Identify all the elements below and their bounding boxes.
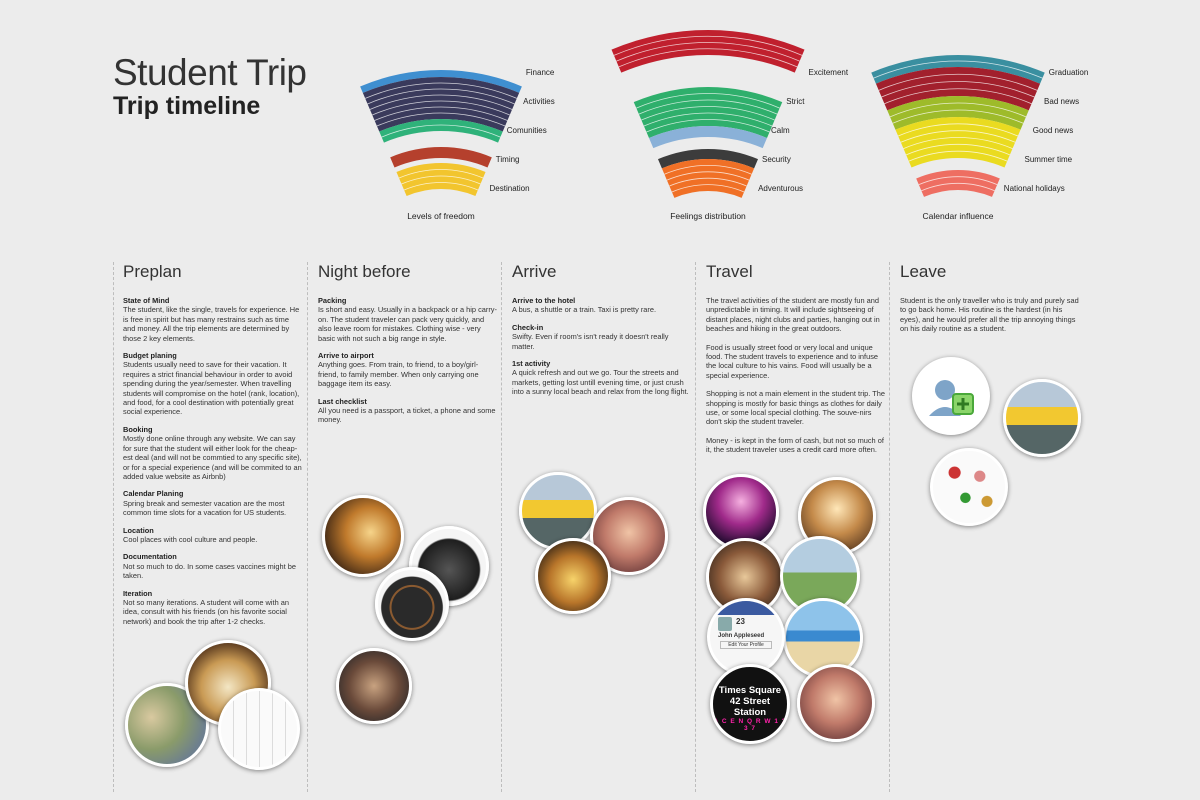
column-heading: Arrive bbox=[512, 262, 557, 281]
fan-label: Calm bbox=[771, 126, 790, 135]
fan-label: Finance bbox=[525, 68, 555, 77]
profile-posts-count: 23 bbox=[736, 617, 745, 626]
section bbox=[318, 296, 498, 343]
column-arrive bbox=[512, 262, 692, 405]
section bbox=[512, 296, 692, 315]
section bbox=[123, 526, 303, 545]
fan-label: Bad news bbox=[1044, 97, 1080, 106]
fan-caption: Calendar influence bbox=[922, 211, 994, 221]
fan-band bbox=[662, 159, 803, 198]
section bbox=[512, 323, 692, 351]
section-title: 1st activity bbox=[512, 359, 551, 369]
section-title: Check-in bbox=[512, 322, 544, 332]
column-heading: Travel bbox=[706, 262, 753, 281]
section bbox=[123, 589, 303, 627]
backpack-photo bbox=[375, 567, 449, 641]
section bbox=[123, 296, 303, 343]
section bbox=[123, 425, 303, 481]
fan-label: Graduation bbox=[1048, 68, 1089, 77]
paragraph: Shopping is not a main element in the student trip. The shopping is mostly for basic things as clothes for daily use, or some local special clothing. The souve-nirs don't skip the student traveler. bbox=[706, 389, 885, 427]
section-body: Cool places with cool culture and people. bbox=[123, 534, 258, 544]
section-body: All you need is a passport, a ticket, a phone and some money. bbox=[318, 406, 496, 425]
couple-photo bbox=[797, 664, 875, 742]
section-body: A quick refresh and out we go. Tour the streets and markets, getting lost untill evening time, or just crush into a sunny local beach and relax from the long flight. bbox=[512, 368, 689, 397]
fan-caption: Levels of freedom bbox=[407, 211, 475, 221]
fan-caption: Feelings distribution bbox=[670, 211, 746, 221]
fan-band bbox=[611, 30, 848, 77]
fan-label: Activities bbox=[523, 97, 555, 106]
section bbox=[123, 489, 303, 517]
subway-lines: A C E N Q R W 1 2 3 7 bbox=[713, 718, 787, 732]
section bbox=[123, 552, 303, 580]
section-body: Not so many iterations. A student will come with an idea, consult with his friends (on his favorite social network) and book the trip after 1-2 checks. bbox=[123, 597, 289, 626]
column-night-before bbox=[318, 262, 498, 433]
column-preplan bbox=[123, 262, 303, 634]
subway-sign-photo bbox=[710, 664, 790, 744]
section-body: Students usually need to save for their vacation. It requires a strict financial behaviour in order to avoid spending during the year/semester. When travelling students will compromise on the hotel (rank, location), and food, for a cool destination with potentially great social experience. bbox=[123, 360, 300, 417]
fan-band-shape bbox=[396, 163, 485, 196]
section bbox=[123, 351, 303, 417]
fan-charts bbox=[0, 0, 1200, 240]
section-body: Is short and easy. Usually in a backpack or a hip carry-on. The student traveler can pack very quickly, and also leave room for mistakes. Clothing wise - very basic with not such a big range in style. bbox=[318, 305, 497, 343]
fan-label: Comunities bbox=[506, 126, 547, 135]
column-heading: Night before bbox=[318, 262, 411, 281]
profile-edit-button: Edit Your Profile bbox=[720, 641, 772, 649]
fan-label: Security bbox=[762, 155, 791, 164]
fan-label: Good news bbox=[1032, 126, 1074, 135]
train-photo bbox=[519, 472, 597, 550]
section-title: Arrive to the hotel bbox=[512, 296, 576, 305]
section-body: Spring break and semester vacation are the most common time slots for a vacation for US students. bbox=[123, 498, 287, 518]
section-body: The student, like the single, travels for experience. He is free in spirit but has many restrains such as time and money. All the trip elements are determined by those 2 key elements. bbox=[123, 305, 300, 343]
friends-beer-photo bbox=[322, 495, 404, 577]
fan-label: Timing bbox=[495, 155, 520, 164]
fan-label: Adventurous bbox=[758, 184, 804, 193]
column-divider bbox=[113, 262, 114, 792]
fan-band-shape bbox=[895, 117, 1020, 167]
section-title: Location bbox=[123, 525, 154, 535]
fan-label: Excitement bbox=[808, 68, 849, 77]
night-market-photo bbox=[535, 538, 611, 614]
fan-label: National holidays bbox=[1003, 184, 1065, 193]
column-travel bbox=[706, 262, 886, 464]
paragraph: Food is usually street food or very local and unique food. The student travels to experience and to infuse the local culture to his vains. Food will usually be a special experience. bbox=[706, 342, 879, 380]
fan-label: Strict bbox=[786, 97, 805, 106]
fan-label: Destination bbox=[489, 184, 530, 193]
column-heading: Leave bbox=[900, 262, 947, 281]
add-friend-photo bbox=[912, 357, 990, 435]
fan-band bbox=[916, 170, 1065, 197]
page-subtitle: Trip timeline bbox=[113, 92, 261, 120]
column-divider bbox=[501, 262, 502, 792]
column-leave bbox=[900, 262, 1080, 343]
section-title: Calendar Planing bbox=[123, 489, 184, 499]
section bbox=[318, 397, 498, 425]
couple-kiss-photo bbox=[336, 648, 412, 724]
section-body: A bus, a shuttle or a train. Taxi is pretty rare. bbox=[512, 305, 657, 315]
section-body: Swifty. Even if room's isn't ready it doesn't really matter. bbox=[512, 332, 669, 351]
profile-name: John Appleseed bbox=[718, 633, 765, 639]
calendar-photo bbox=[218, 688, 300, 770]
station-name-line1: Times Square bbox=[718, 685, 782, 696]
section bbox=[512, 359, 692, 397]
section-body: Not so much to do. In some cases vaccines might be taken. bbox=[123, 561, 296, 581]
station-name-line2: 42 Street Station bbox=[729, 696, 771, 718]
train-photo-2 bbox=[1003, 379, 1081, 457]
fan-chart bbox=[611, 30, 848, 221]
section-title: Budget planing bbox=[123, 351, 177, 361]
fan-band bbox=[396, 163, 529, 196]
souvenirs-photo bbox=[930, 448, 1008, 526]
section-title: Booking bbox=[123, 424, 153, 434]
column-divider bbox=[889, 262, 890, 792]
section-body: Anything goes. From train, to friend, to a boy/girl-friend, to family member. When only carrying one baggage item its easy. bbox=[318, 360, 479, 389]
section-title: Arrive to airport bbox=[318, 351, 374, 361]
add-friend-icon bbox=[915, 360, 987, 432]
section-title: State of Mind bbox=[123, 296, 170, 305]
column-heading: Preplan bbox=[123, 262, 182, 281]
paragraph: Student is the only traveller who is truly and purely sad to go back home. His routine is the hardest (in his eyes), and he would prefer all the trip annoying things on his daily routine as a student. bbox=[900, 296, 1079, 334]
column-divider bbox=[307, 262, 308, 792]
section-title: Iteration bbox=[123, 588, 153, 598]
fan-band bbox=[895, 117, 1072, 167]
paragraph: Money - is kept in the form of cash, but not so much of it, the student traveler uses a credit card more often. bbox=[706, 435, 884, 455]
fan-label: Summer time bbox=[1024, 155, 1073, 164]
fan-chart bbox=[871, 55, 1088, 221]
fan-chart bbox=[360, 68, 555, 221]
section-body: Mostly done online through any website. We can say for sure that the student will either look for the cheap-est deal (and will not be commtied to any specific site), or for a special experience (and will be commited to an added value website as Airbnb) bbox=[123, 434, 302, 481]
section-title: Last checklist bbox=[318, 396, 367, 406]
section bbox=[318, 351, 498, 389]
column-divider bbox=[695, 262, 696, 792]
paragraph: The travel activities of the student are mostly fun and unpredictable in timing. It will include sightseeing of distant places, night clubs and parties, hanging out in beaches and hiking in the great outdoors. bbox=[706, 296, 880, 334]
section-title: Packing bbox=[318, 296, 347, 305]
section-title: Documentation bbox=[123, 552, 177, 562]
page-title: Student Trip bbox=[113, 52, 307, 93]
